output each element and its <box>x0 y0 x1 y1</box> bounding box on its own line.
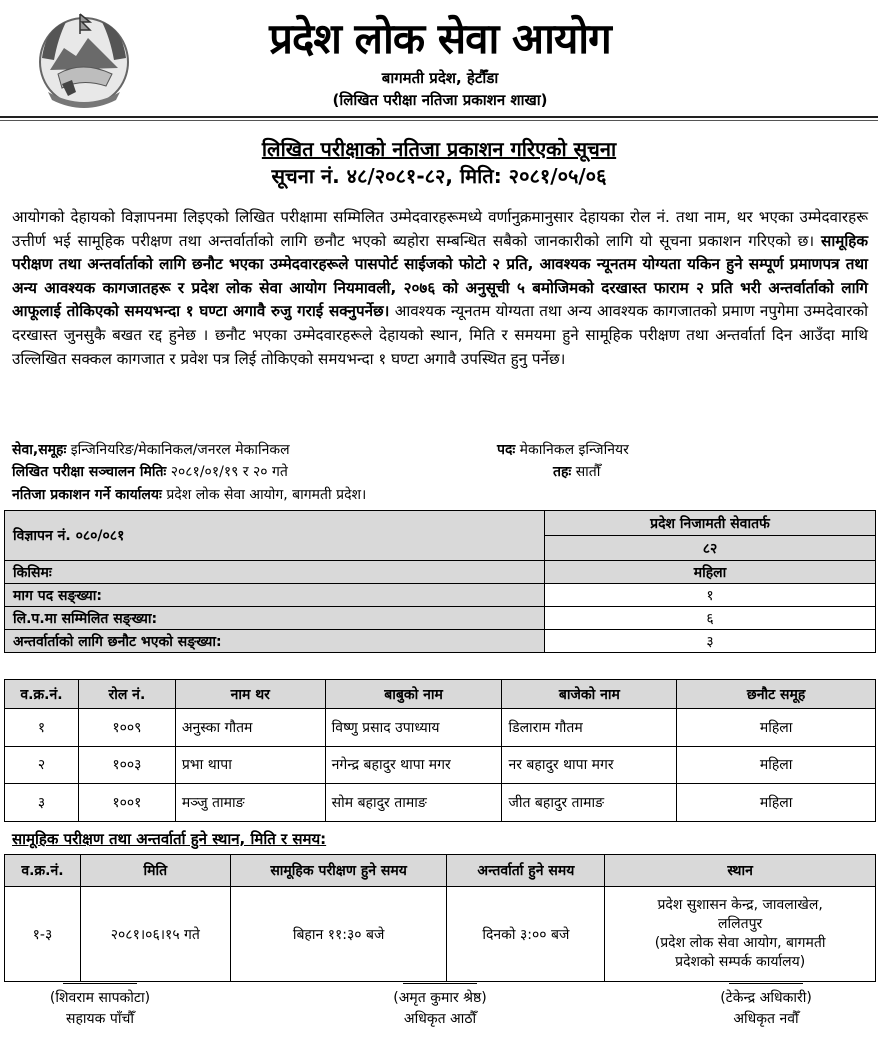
post-label: पदः <box>497 442 516 458</box>
cell-serial: २ <box>5 746 79 784</box>
signature-line <box>729 983 803 984</box>
signature-line <box>403 983 477 984</box>
organization-location: बागमती प्रदेश, हेटौँडा <box>381 69 499 87</box>
venue-schedule-table <box>4 854 876 982</box>
table-row <box>5 887 876 982</box>
cell-group-time: बिहान ११:३० बजे <box>230 887 447 982</box>
type-value: महिला <box>545 561 876 584</box>
signatory-name: (शिवराम सापकोटा) <box>49 990 151 1006</box>
col-group: छनौट समूह <box>677 680 876 709</box>
cell-father: सोम बहादुर तामाङ <box>325 784 502 822</box>
appeared-label: लि.प.मा सम्मिलित सङ्ख्या: <box>5 607 545 630</box>
level-label: तहः <box>553 464 572 480</box>
service-group-line <box>12 440 290 460</box>
cell-serial: १-३ <box>5 887 81 982</box>
demand-value: १ <box>545 584 876 607</box>
cell-serial: ३ <box>5 784 79 822</box>
cell-father: विष्णु प्रसाद उपाध्याय <box>325 709 502 747</box>
col-date: मिति <box>80 855 230 887</box>
ad-code: ८२ <box>545 536 876 561</box>
col-group-time: सामूहिक परीक्षण हुने समय <box>230 855 447 887</box>
service-heading: प्रदेश निजामती सेवातर्फ <box>545 511 876 536</box>
notice-body-part1: आयोगको देहायको विज्ञापनमा लिइएको लिखित परीक्षामा सम्मिलित उम्मेदवारहरूमध्ये वर्णानुक्रमानुसार देहायका रोल नं. तथा नाम, थर भएका उम्मेदवारहरू उत्तीर्ण भई सामूहिक परीक्षण तथा अन्तर्वार्ताको लागि छनौट भएको ब्यहोरा सम्बन्धित सबैको जानकारीको लागि यो सूचना प्रकाशन गरिएको छ। <box>12 208 868 250</box>
cell-serial: १ <box>5 709 79 747</box>
cell-name: अनुस्का गौतम <box>175 709 325 747</box>
header-divider <box>0 116 878 121</box>
type-label: किसिमः <box>5 561 545 584</box>
cell-group: महिला <box>677 746 876 784</box>
cell-name: मञ्जु तामाङ <box>175 784 325 822</box>
signature-block <box>340 983 540 1030</box>
notice-body-bold: सामूहिक परीक्षण तथा अन्तर्वार्ताको लागि छनौट भएका उम्मेदवारहरूले पासपोर्ट साईजको फोटो २ प्रति, आवश्यक न्यूनतम योग्यता यकिन हुने सम्पूर्ण प्रमाणपत्र तथा अन्य आवश्यक कागजातहरू र प्रदेश लोक सेवा आयोग नियमावली, २०७६ को अनुसूची ५ बमोजिमको दरखास्त फाराम २ प्रति भरी अन्तर्वार्ताको लागि आफूलाई तोकिएको समयभन्दा १ घण्टा अगावै रुजु गराई सक्नुपर्नेछ। <box>12 231 868 321</box>
selected-label: अन्तर्वार्ताको लागि छनौट भएको सङ्ख्या: <box>5 630 545 653</box>
ad-number-label: विज्ञापन नं. ०८०/०८१ <box>5 511 545 561</box>
cell-name: प्रभा थापा <box>175 746 325 784</box>
place-line: ललितपुर <box>718 916 763 932</box>
table-header-row <box>5 855 876 887</box>
organization-title: प्रदेश लोक सेवा आयोग <box>269 14 611 63</box>
cell-grandfather: डिलाराम गौतम <box>502 709 677 747</box>
table-header-row <box>5 680 876 709</box>
summary-row-demand <box>5 584 876 607</box>
office-line <box>12 485 366 505</box>
col-father: बाबुको नाम <box>325 680 502 709</box>
level-value: सातौँ <box>571 464 601 480</box>
cell-roll: १००३ <box>78 746 175 784</box>
col-name: नाम थर <box>175 680 325 709</box>
signatory-title: सहायक पाँचौँ <box>66 1011 134 1027</box>
place-line: प्रदेशको सम्पर्क कार्यालय) <box>675 954 806 970</box>
service-label: सेवा,समूहः <box>12 442 67 458</box>
signatory-name: (अमृत कुमार श्रेष्ठ) <box>393 990 487 1006</box>
signature-line <box>63 983 137 984</box>
signature-block <box>0 983 200 1030</box>
cell-grandfather: नर बहादुर थापा मगर <box>502 746 677 784</box>
place-line: (प्रदेश लोक सेवा आयोग, बागमती <box>654 935 826 951</box>
letterhead <box>0 0 878 122</box>
exam-date-label: लिखित परीक्षा सञ्चालन मितिः <box>12 464 167 480</box>
signatory-title: अधिकृत नवौँ <box>733 1011 799 1027</box>
cell-group: महिला <box>677 709 876 747</box>
cell-father: नगेन्द्र बहादुर थापा मगर <box>325 746 502 784</box>
appeared-value: ६ <box>545 607 876 630</box>
nepal-emblem-icon <box>32 8 136 112</box>
col-interview-time: अन्तर्वार्ता हुने समय <box>447 855 605 887</box>
col-serial: व.क्र.नं. <box>5 680 79 709</box>
cell-grandfather: जीत बहादुर तामाङ <box>502 784 677 822</box>
notice-body-part2: आवश्यक न्यूनतम योग्यता तथा अन्य आवश्यक कागजातको प्रमाण नपुगेमा उम्मदेवारको दरखास्त जुनसुकै बखत रद्द हुनेछ । छनौट भएका उम्मेदवारहरूले देहायको स्थान, मिति र समयमा हुने सामूहिक परीक्षण तथा अन्तर्वार्ता दिन आउँदा माथि उल्लिखित सक्कल कागजात र प्रवेश पत्र लिई तोकिएको समयभन्दा १ घण्टा अगावै उपस्थित हुनु पर्नेछ। <box>12 302 868 368</box>
col-roll: रोल नं. <box>78 680 175 709</box>
col-grandfather: बाजेको नाम <box>502 680 677 709</box>
office-value: प्रदेश लोक सेवा आयोग, बागमती प्रदेश। <box>161 487 367 503</box>
organization-branch: (लिखित परीक्षा नतिजा प्रकाशन शाखा) <box>332 91 548 109</box>
col-place: स्थान <box>605 855 876 887</box>
cell-roll: १००९ <box>78 709 175 747</box>
advertisement-summary-table <box>4 510 876 653</box>
col-serial: व.क्र.नं. <box>5 855 81 887</box>
place-line: प्रदेश सुशासन केन्द्र, जावलाखेल, <box>657 897 823 913</box>
post-line <box>497 440 629 460</box>
selected-candidates-table <box>4 679 876 822</box>
notice-title: लिखित परीक्षाको नतिजा प्रकाशन गरिएको सूचना <box>261 137 617 161</box>
summary-row-type <box>5 561 876 584</box>
table-row <box>5 746 876 784</box>
table-row <box>5 709 876 747</box>
service-value: इन्जिनियरिङ/मेकानिकल/जनरल मेकानिकल <box>66 442 290 458</box>
venue-heading: सामूहिक परीक्षण तथा अन्तर्वार्ता हुने स्थान, मिति र समय: <box>12 830 327 848</box>
exam-date-value: २०८१/०१/१९ र २० गते <box>166 464 288 480</box>
selected-value: ३ <box>545 630 876 653</box>
table-row <box>5 784 876 822</box>
cell-interview-time: दिनको ३:०० बजे <box>447 887 605 982</box>
summary-row-selected <box>5 630 876 653</box>
signature-block <box>666 983 866 1030</box>
cell-group: महिला <box>677 784 876 822</box>
exam-date-line <box>12 462 288 482</box>
signatory-name: (टेकेन्द्र अधिकारी) <box>720 990 812 1006</box>
demand-label: माग पद सङ्ख्या: <box>5 584 545 607</box>
cell-date: २०८१।०६।१५ गते <box>80 887 230 982</box>
signatory-title: अधिकृत आठौँ <box>403 1011 477 1027</box>
notice-body <box>12 206 868 371</box>
summary-row-appeared <box>5 607 876 630</box>
cell-place <box>605 887 876 982</box>
notice-number-date: सूचना नं. ४८/२०८१-८२, मिति: २०८१/०५/०६ <box>271 164 607 188</box>
cell-roll: १००१ <box>78 784 175 822</box>
level-line <box>553 462 600 482</box>
summary-row-ad <box>5 511 876 536</box>
post-value: मेकानिकल इन्जिनियर <box>515 442 629 458</box>
office-label: नतिजा प्रकाशन गर्ने कार्यालयः <box>12 487 162 503</box>
